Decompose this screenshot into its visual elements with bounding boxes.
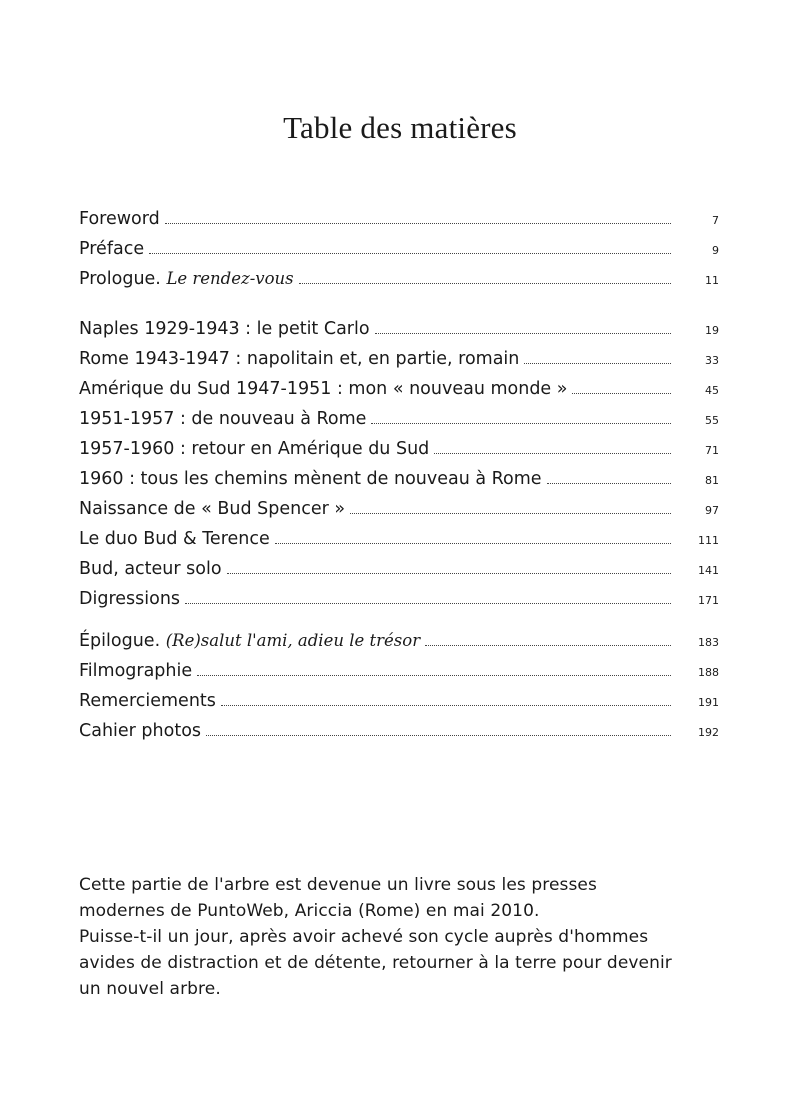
toc-entry-label: Préface xyxy=(79,239,145,259)
toc-entry-label: Bud, acteur solo xyxy=(79,559,222,579)
toc-entry[interactable] xyxy=(79,656,719,686)
dot-leader xyxy=(425,643,671,646)
dot-leader xyxy=(375,331,671,334)
colophon-line: avides de distraction et de détente, retourner à la terre pour devenir xyxy=(79,953,672,973)
toc-entry-label: 1960 : tous les chemins mènent de nouveau à Rome xyxy=(79,469,542,489)
section-gap xyxy=(79,294,719,314)
toc-entry-page: 192 xyxy=(698,726,719,739)
toc-entry[interactable] xyxy=(79,204,719,234)
toc-entry-label: Épilogue. (Re)salut l'ami, adieu le trésor xyxy=(79,631,421,651)
toc-entry[interactable] xyxy=(79,464,719,494)
toc-entry-page: 11 xyxy=(705,274,719,287)
toc-entry-page: 33 xyxy=(705,354,719,367)
toc-entry-label: Amérique du Sud 1947-1951 : mon « nouveau monde » xyxy=(79,379,568,399)
toc-entry[interactable] xyxy=(79,524,719,554)
toc-entry-page: 183 xyxy=(698,636,719,649)
toc-entry-label: Naples 1929-1943 : le petit Carlo xyxy=(79,319,370,339)
toc-entry-label: 1957-1960 : retour en Amérique du Sud xyxy=(79,439,430,459)
toc-entry-label: Le duo Bud & Terence xyxy=(79,529,270,549)
toc-entry-page: 55 xyxy=(705,414,719,427)
colophon-line: Puisse-t-il un jour, après avoir achevé son cycle auprès d'hommes xyxy=(79,927,649,947)
toc-entry-label: Prologue. Le rendez-vous xyxy=(79,269,294,289)
toc-entry[interactable] xyxy=(79,494,719,524)
dot-leader xyxy=(524,361,671,364)
toc-entry[interactable] xyxy=(79,234,719,264)
toc-entry-page: 191 xyxy=(698,696,719,709)
toc-entry-page: 141 xyxy=(698,564,719,577)
toc-entry-page: 97 xyxy=(705,504,719,517)
dot-leader xyxy=(434,451,671,454)
toc-entry[interactable] xyxy=(79,374,719,404)
toc-entry-page: 71 xyxy=(705,444,719,457)
dot-leader xyxy=(227,571,671,574)
toc-entry[interactable] xyxy=(79,264,719,294)
toc-entry-page: 188 xyxy=(698,666,719,679)
dot-leader xyxy=(275,541,671,544)
toc-entry-label: Digressions xyxy=(79,589,181,609)
toc-entry-page: 81 xyxy=(705,474,719,487)
toc-entry-page: 111 xyxy=(698,534,719,547)
dot-leader xyxy=(350,511,671,514)
toc-entry-label: Cahier photos xyxy=(79,721,202,741)
toc-entry-label: Rome 1943-1947 : napolitain et, en partie, romain xyxy=(79,349,520,369)
toc-entry[interactable] xyxy=(79,404,719,434)
toc-entry[interactable] xyxy=(79,626,719,656)
dot-leader xyxy=(547,481,671,484)
toc-entry-page: 171 xyxy=(698,594,719,607)
toc-entry-label: Foreword xyxy=(79,209,160,229)
dot-leader xyxy=(299,281,671,284)
dot-leader xyxy=(206,733,671,736)
toc-entry-page: 19 xyxy=(705,324,719,337)
toc-entry[interactable] xyxy=(79,686,719,716)
dot-leader xyxy=(185,601,671,604)
toc-entry-page: 9 xyxy=(712,244,719,257)
toc-entry[interactable] xyxy=(79,554,719,584)
toc-entry-page: 45 xyxy=(705,384,719,397)
toc-entry[interactable] xyxy=(79,314,719,344)
dot-leader xyxy=(197,673,671,676)
colophon-line: modernes de PuntoWeb, Ariccia (Rome) en mai 2010. xyxy=(79,901,540,921)
toc-entry-label: Filmographie xyxy=(79,661,193,681)
toc-entry-label: Remerciements xyxy=(79,691,216,711)
section-gap xyxy=(79,614,719,626)
dot-leader xyxy=(165,221,671,224)
dot-leader xyxy=(572,391,671,394)
dot-leader xyxy=(149,251,671,254)
toc-entry-label: 1951-1957 : de nouveau à Rome xyxy=(79,409,367,429)
toc-entry[interactable] xyxy=(79,716,719,746)
colophon xyxy=(79,872,729,1002)
toc-entry[interactable] xyxy=(79,434,719,464)
dot-leader xyxy=(221,703,671,706)
page-title: Table des matières xyxy=(283,110,517,145)
colophon-line: un nouvel arbre. xyxy=(79,979,221,999)
colophon-line: Cette partie de l'arbre est devenue un livre sous les presses xyxy=(79,875,597,895)
toc-entry-label: Naissance de « Bud Spencer » xyxy=(79,499,346,519)
toc-entry[interactable] xyxy=(79,344,719,374)
toc-entry-page: 7 xyxy=(712,214,719,227)
table-of-contents xyxy=(79,204,719,746)
toc-entry[interactable] xyxy=(79,584,719,614)
dot-leader xyxy=(371,421,671,424)
